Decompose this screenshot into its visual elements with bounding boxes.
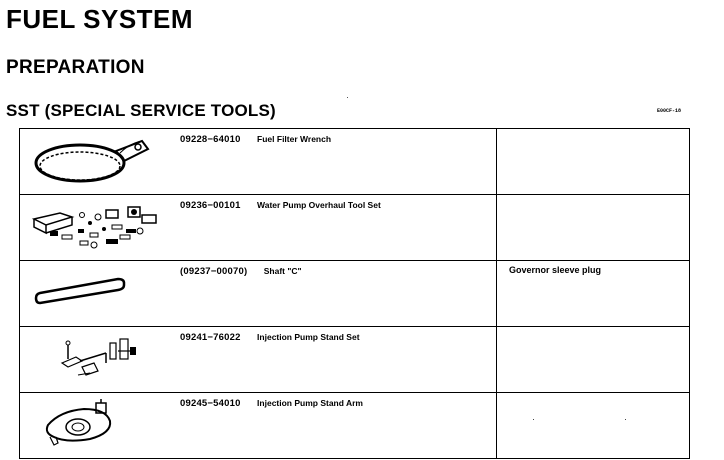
part-number: 09236−00101 [180,200,241,211]
speck [347,97,348,98]
tool-note-cell [497,393,690,459]
part-number: 09245−54010 [180,398,241,409]
tool-description-cell [180,261,497,327]
document-code: E00CF-18 [657,108,682,114]
tool-description-cell [180,327,497,393]
tool-note-cell [497,129,690,195]
part-number: 09241−76022 [180,332,241,343]
tool-illustration-cell [20,195,181,261]
speck [625,419,626,420]
water-pump-tool-set-icon [20,195,180,261]
part-number: 09228−64010 [180,134,241,145]
table-row [20,393,690,459]
page-title: FUEL SYSTEM [6,4,194,34]
tool-description-cell [180,195,497,261]
tool-illustration-cell [20,261,181,327]
part-number: (09237−00070) [180,266,248,277]
tool-name: Injection Pump Stand Arm [257,398,363,408]
table-row [20,327,690,393]
fuel-filter-wrench-icon [20,129,180,195]
page-subtitle: PREPARATION [6,57,145,78]
table-row [20,195,690,261]
tool-description-cell [180,129,497,195]
sst-table [19,128,690,459]
section-heading: SST (SPECIAL SERVICE TOOLS) [6,101,276,120]
injection-pump-stand-arm-icon [20,393,180,459]
tool-note-cell [497,195,690,261]
tool-illustration-cell [20,129,181,195]
tool-illustration-cell [20,393,181,459]
tool-name: Shaft "C" [263,266,302,276]
tool-note-cell [497,261,690,327]
injection-pump-stand-set-icon [20,327,180,393]
tool-description-cell [180,393,497,459]
tool-name: Water Pump Overhaul Tool Set [257,200,381,210]
tool-illustration-cell [20,327,181,393]
tool-name: Fuel Filter Wrench [257,134,332,144]
tool-note-cell [497,327,690,393]
shaft-c-icon [20,261,180,327]
table-row [20,129,690,195]
table-row [20,261,690,327]
tool-name: Injection Pump Stand Set [257,332,360,342]
speck [533,419,534,420]
tool-note: Governor sleeve plug [509,265,602,275]
